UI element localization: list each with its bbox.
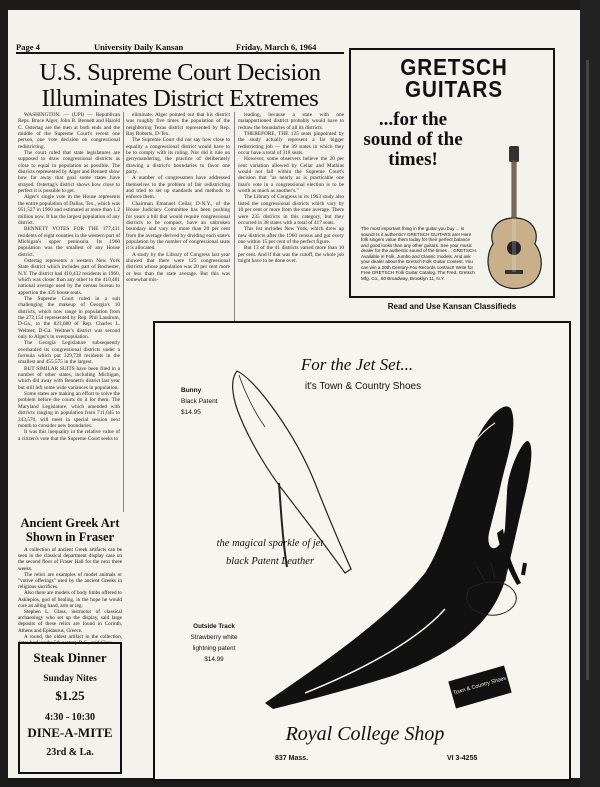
adjacent-page-edge (580, 0, 600, 787)
gretsch-brand: GRETSCH GUITARS (400, 54, 508, 102)
article-paragraph: A number of congressmen have addressed themselves to the problem of fair redistricting and tried to set up standards and methods to enforce them. (126, 175, 230, 201)
article-paragraph: This list includes New York, which drew up new districts after the 1960 census and got every one within 15 per cent of the perfect figure. (238, 226, 344, 245)
outside-track-price: $14.99 (204, 656, 224, 663)
article-paragraph: BENNETT VOTES FOR THE 177,431 residents of eight counties in the western part of Michigan's upper peninsula. Its 1960 population was the smallest of any House district. (18, 226, 120, 258)
bunny-shoe-info (181, 385, 218, 418)
bunny-price: $14.95 (181, 409, 201, 416)
jet-set-headline: For the Jet Set... (300, 355, 414, 374)
article-paragraph: eliminate. Alger pointed out that his district was roughly five times the population of the neighboring Texas district represented by Rep. Ray Roberts, D-Tex. (126, 112, 230, 138)
town-country-subhead: it's Town & Country Shoes (304, 381, 422, 392)
article-paragraph: However, some observers believe the 20 per cent variation allowed by Cellar and Mathias would not fall within the Supreme Court's decision that "as nearly as is practicable one man's vote in a congressional election is to be worth as much as another's." (238, 156, 344, 195)
patent-leather-tagline: the magical sparkle of jet black Patent Leather (216, 538, 324, 567)
art-paragraph: Also there are models of body limbs offered to Asklepios, god of healing, in the hope he would cure an ailing hand, arm or leg. (18, 590, 122, 609)
article-column-1 (18, 112, 120, 510)
gretsch-guitar-ad (349, 48, 555, 298)
shoe-box-tag: Town & Country Shoes (448, 666, 511, 709)
article-paragraph: BUT SIMILAR SUITS have been filed in a number of other states, including Michigan, which did away with Bennett's district last year but still left some wide variances in population. (18, 365, 120, 391)
article-paragraph: THEREFORE, THE 125 seats pinpointed by the study actually represent a far bigger redistricting job — the 39 states in which they occur have a total of 318 seats. (238, 131, 344, 157)
page-number: Page 4 (16, 42, 40, 52)
article-paragraph: Some states are making an effort to solve the problem before the courts do it for them. The Maryland Legislature, which amended with districts ranging in population from 711,045 to 243,570, will meet in special session next month to consider new boundaries. (18, 391, 120, 429)
outside-track-description: Strawberry white lightning patent (190, 634, 238, 652)
article-paragraph: The Georgia Legislature subsequently overhauled its congressional districts under a formula which put 329,738 residents in the smallest and 455,575 in the largest. (18, 340, 120, 366)
column-rule (123, 112, 124, 512)
art-story-body (18, 547, 122, 647)
restaurant-name: DINE-A-MITE (27, 725, 113, 740)
art-paragraph: Stephen L. Glass, instructor of classical archaeology who set up the display, said large deposits of these relics are found in Corinth, Athens and Epidaurus, Greece. (18, 609, 122, 634)
article-paragraph: Ostertag represents a western New York State district which includes part of Rochester, N.Y. The district had 410,432 residents in 1960, which was closer than any other to the 410,481 national average used by the census bureau to apportion the 435 house seats. (18, 257, 120, 296)
bunny-name: Bunny (181, 387, 202, 394)
article-paragraph: WASHINGTON. — (UPI) — Republican Reps. Bruce Alger, John B. Bennett and Harold C. Ostertag are the men at both ends and the middle of the Supreme Court's recent one person, one vote decision on congressional redistricting. (18, 112, 120, 150)
gretsch-body-text: The most important thing in the guitar you buy ... is sound! Is it authentic? GRETSCH GUITARS are! Here folk singers value them today for their perfect balance and good looks than any other guitars. See your music dealer for the authentic sound of the times ... GRETSCH. Available in Folk, Jumbo and Classic models. And ask your dealer about the Gretsch Folk Guitar Contest. You can win a 20th Century-Fox Records contract! Write for Free GRETSCH Folk Guitar Catalog. The Fred. Gretsch Mfg. Co., 60 Broadway, Brooklyn 11, N.Y. (361, 226, 477, 281)
art-paragraph: A collection of ancient Greek artifacts can be seen in the classical department display case on the second floor of Fraser Hall for the next three weeks. (18, 547, 122, 572)
article-headline: U.S. Supreme Court Decision Illuminates District Extremes (39, 59, 321, 112)
guitar-illustration (481, 142, 547, 292)
paper-name: University Daily Kansan (94, 42, 184, 52)
article-paragraph: A study by the Library of Congress last year showed that there were 125 congressional districts whose population was 20 per cent more or less than the state average. But this was somewhat mis- (126, 251, 230, 283)
store-name: Royal College Shop (285, 723, 445, 745)
masthead (16, 40, 344, 54)
article-paragraph: But 13 of the 41 districts varied more than 10 per cent. And if that was the cutoff, the whole job might have to be done over. (238, 245, 344, 264)
classifieds-notice: Read and Use Kansan Classifieds (387, 302, 517, 311)
article-paragraph: The Supreme Court did not say how close to equality a congressional district would have to be to comply with its ruling. Nor did it rule on gerrymandering, the practice of deliberately drawing a district's boundaries to favor one party. (126, 137, 230, 176)
article-paragraph: The Library of Congress in its 1963 study also listed the congressional districts which vary by 10 per cent or more from the state average. There were 235 districts in this category, but they occurred in 38 states with a total of 417 seats. (238, 194, 344, 226)
steak-hours: 4:30 - 10:30 (45, 712, 95, 723)
royal-college-shop-ad (153, 321, 571, 781)
article-paragraph: It was this inequality in the relative value of a citizen's vote that the Supreme Court seeks to (18, 429, 120, 442)
steak-days: Sunday Nites (43, 674, 97, 684)
art-story-title: Ancient Greek Art Shown in Fraser (20, 516, 120, 544)
gretsch-slogan: ...for the sound of the times! (363, 109, 463, 170)
issue-date: Friday, March 6, 1964 (236, 42, 317, 52)
steak-dinner-ad (18, 642, 122, 774)
restaurant-address: 23rd & La. (46, 747, 94, 758)
newspaper-page (8, 10, 580, 778)
steak-title: Steak Dinner (33, 650, 107, 665)
article-paragraph: The court ruled that state legislatures are supposed to draw congressional districts as close to equal in population as possible. The districts represented by Alger and Bennett show how far away that goal some states have strayed. Ostertag's district shows how close to perfect it is possible to get. (18, 150, 120, 195)
bunny-description: Black Patent (181, 398, 218, 405)
steak-price: $1.25 (55, 688, 85, 703)
article-paragraph: The Supreme Court ruled in a suit challenging the makeup of Georgia's 10 districts, which now range in population from the 272,154 represented by Rep. Phil Landrum, D-Ga., to the 823,680 of Rep. Charles L. Weltner, D-Ga. Weltner's district was second only to Alger's in overpopulation. (18, 295, 120, 341)
article-paragraph: leading, because a state with one malapportioned district probably would have to redraw the boundaries of all its districts. (238, 112, 344, 131)
store-address: 837 Mass. (275, 755, 309, 762)
art-paragraph: A round, the oldest artifact in the collection, dates back to the 5th century B.C., said Glass. (18, 633, 122, 647)
art-paragraph: The relics are examples of model animals or "votive offerings" used by the ancient Greeks in religious sacrifices. (18, 571, 122, 591)
article-paragraph: Alger's single vote in the House represents the entire population of Dallas, Tex., which was 951,527 in 1960 and estimated at more than 1.2 million now. It has the largest population of any district. (18, 194, 120, 226)
outside-track-name: Outside Track (193, 623, 235, 630)
article-paragraph: Chairman Emanuel Cellar, D-N.Y., of the House Judiciary Committee has been pushing for years a bill that would require congressional districts to be compact, have an unbroken boundary and vary no more than 20 per cent from the average derived by dividing each state's population by the number of congressional seats it is allocated. (126, 200, 230, 252)
store-phone: VI 3-4255 (447, 755, 478, 762)
outside-track-info (179, 621, 249, 665)
